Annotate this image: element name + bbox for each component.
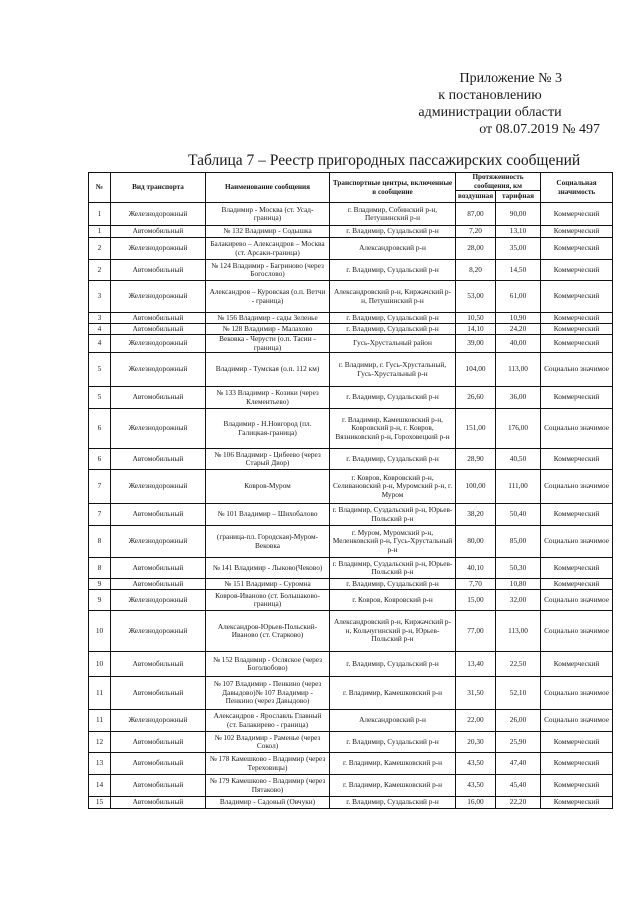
col-header-tariff: тарифная: [496, 191, 541, 203]
table-row: [89, 797, 613, 809]
cell-air: 104,00: [456, 353, 496, 387]
cell-centers: г. Владимир, Камешковский р-н: [330, 753, 456, 775]
cell-name: № 101 Владимир – Шихобалово: [206, 504, 330, 526]
cell-centers: г. Владимир, Камешковский р-н, Ковровский р-н, г. Ковров, Вязниковский р-н, Гороховецкий р-н: [330, 409, 456, 449]
cell-centers: г. Владимир, г. Гусь-Хрустальный, Гусь-Хрустальный р-н: [330, 353, 456, 387]
cell-social: Коммерческий: [541, 449, 613, 470]
cell-name: № 132 Владимир - Содышка: [206, 226, 330, 238]
cell-num: 15: [89, 797, 111, 809]
cell-type: Железнодорожный: [111, 470, 206, 504]
cell-type: Железнодорожный: [111, 611, 206, 652]
cell-tariff: 10,80: [496, 579, 541, 590]
table-row: [89, 324, 613, 335]
table-row: [89, 775, 613, 797]
cell-centers: г. Владимир, Камешковский р-н: [330, 775, 456, 797]
cell-type: Железнодорожный: [111, 238, 206, 260]
cell-air: 15,00: [456, 590, 496, 611]
cell-name: Владимир - Тумская (о.п. 112 км): [206, 353, 330, 387]
cell-air: 8,20: [456, 260, 496, 281]
cell-name: № 156 Владимир - сады Зеленье: [206, 313, 330, 324]
cell-social: Социально значимое: [541, 611, 613, 652]
table-row: [89, 504, 613, 526]
cell-air: 7,70: [456, 579, 496, 590]
table-row: [89, 611, 613, 652]
cell-tariff: 111,00: [496, 470, 541, 504]
col-header-name: Наименование сообщения: [206, 173, 330, 203]
cell-name: № 178 Камешково - Владимир (через Тереховицы): [206, 753, 330, 775]
cell-air: 38,20: [456, 504, 496, 526]
cell-name: № 124 Владимир - Багриново (через Богослово): [206, 260, 330, 281]
cell-num: 1: [89, 203, 111, 226]
cell-centers: Александровский р-н: [330, 710, 456, 732]
cell-centers: г. Владимир, Суздальский р-н: [330, 324, 456, 335]
table-row: [89, 652, 613, 677]
table-row: [89, 281, 613, 313]
cell-centers: Александровский р-н, Киржачский р-н, Петушинский р-н: [330, 281, 456, 313]
cell-num: 5: [89, 353, 111, 387]
cell-tariff: 22,20: [496, 797, 541, 809]
cell-name: № 152 Владимир - Осляское (через Боголюбово): [206, 652, 330, 677]
table-row: [89, 753, 613, 775]
cell-num: 8: [89, 558, 111, 579]
cell-name: Александров – Куровская (о.п. Ветчи - граница): [206, 281, 330, 313]
cell-tariff: 47,40: [496, 753, 541, 775]
table-row: [89, 579, 613, 590]
table-row: [89, 387, 613, 409]
cell-tariff: 13,10: [496, 226, 541, 238]
cell-num: 4: [89, 335, 111, 353]
cell-social: Коммерческий: [541, 775, 613, 797]
cell-name: Вековка - Черусти (о.п. Тасин - граница): [206, 335, 330, 353]
col-header-length: Протяженность сообщения, км: [456, 173, 541, 191]
cell-centers: г. Владимир, Суздальский р-н: [330, 260, 456, 281]
cell-num: 7: [89, 470, 111, 504]
cell-air: 20,30: [456, 732, 496, 753]
col-header-num: №: [89, 173, 111, 203]
cell-tariff: 24,20: [496, 324, 541, 335]
table-row: [89, 203, 613, 226]
table-row: [89, 449, 613, 470]
cell-name: № 102 Владимир - Раменье (через Сокол): [206, 732, 330, 753]
cell-tariff: 35,00: [496, 238, 541, 260]
cell-social: Социально значимое: [541, 470, 613, 504]
cell-social: Коммерческий: [541, 335, 613, 353]
cell-tariff: 85,00: [496, 526, 541, 558]
cell-num: 6: [89, 449, 111, 470]
cell-air: 77,00: [456, 611, 496, 652]
table-row: [89, 590, 613, 611]
cell-name: № 106 Владимир - Цибеево (через Старый Двор): [206, 449, 330, 470]
cell-air: 28,00: [456, 238, 496, 260]
cell-num: 10: [89, 652, 111, 677]
cell-type: Автомобильный: [111, 449, 206, 470]
cell-air: 10,50: [456, 313, 496, 324]
cell-social: Социально значимое: [541, 353, 613, 387]
cell-num: 13: [89, 753, 111, 775]
cell-tariff: 32,00: [496, 590, 541, 611]
cell-type: Железнодорожный: [111, 526, 206, 558]
cell-centers: г. Владимир, Суздальский р-н: [330, 387, 456, 409]
cell-social: Коммерческий: [541, 203, 613, 226]
cell-centers: г. Ковров, Ковровский р-н: [330, 590, 456, 611]
cell-name: № 107 Владимир - Пенкино (через Давыдово)№ 107 Владимир - Пенкино (через Давыдово): [206, 677, 330, 710]
cell-tariff: 40,00: [496, 335, 541, 353]
cell-air: 80,00: [456, 526, 496, 558]
cell-type: Железнодорожный: [111, 409, 206, 449]
cell-social: Коммерческий: [541, 504, 613, 526]
cell-tariff: 26,00: [496, 710, 541, 732]
cell-type: Автомобильный: [111, 797, 206, 809]
cell-type: Автомобильный: [111, 324, 206, 335]
cell-centers: г. Муром, Муромский р-н, Меленковский р-н, Гусь-Хрустальный р-н: [330, 526, 456, 558]
cell-num: 11: [89, 710, 111, 732]
table-row: [89, 260, 613, 281]
cell-num: 9: [89, 590, 111, 611]
cell-social: Коммерческий: [541, 579, 613, 590]
cell-num: 7: [89, 504, 111, 526]
cell-type: Автомобильный: [111, 753, 206, 775]
appendix-number: Приложение № 3: [459, 71, 562, 86]
table-row: [89, 677, 613, 710]
cell-air: 14,10: [456, 324, 496, 335]
table-row: [89, 470, 613, 504]
cell-centers: г. Владимир, Суздальский р-н: [330, 732, 456, 753]
cell-tariff: 25,90: [496, 732, 541, 753]
cell-type: Автомобильный: [111, 775, 206, 797]
cell-num: 6: [89, 409, 111, 449]
cell-social: Социально значимое: [541, 677, 613, 710]
cell-centers: г. Владимир, Суздальский р-н, Юрьев-Польский р-н: [330, 504, 456, 526]
col-header-centers: Транспортные центры, включенные в сообщение: [330, 173, 456, 203]
cell-social: Коммерческий: [541, 387, 613, 409]
cell-type: Железнодорожный: [111, 281, 206, 313]
cell-num: 11: [89, 677, 111, 710]
cell-air: 53,00: [456, 281, 496, 313]
cell-air: 43,50: [456, 753, 496, 775]
cell-social: Коммерческий: [541, 260, 613, 281]
table-row: [89, 409, 613, 449]
table-row: [89, 313, 613, 324]
cell-centers: г. Владимир, Суздальский р-н, Юрьев-Польский р-н: [330, 558, 456, 579]
cell-num: 4: [89, 324, 111, 335]
cell-tariff: 45,40: [496, 775, 541, 797]
table-row: [89, 226, 613, 238]
cell-social: Коммерческий: [541, 558, 613, 579]
cell-tariff: 113,00: [496, 611, 541, 652]
cell-num: 9: [89, 579, 111, 590]
cell-centers: г. Владимир, Собинский р-н, Петушинский р-н: [330, 203, 456, 226]
cell-centers: г. Владимир, Суздальский р-н: [330, 652, 456, 677]
cell-tariff: 90,00: [496, 203, 541, 226]
cell-social: Коммерческий: [541, 732, 613, 753]
cell-type: Автомобильный: [111, 504, 206, 526]
cell-centers: Александровский р-н, Киржачский р-н, Кольчугинский р-н, Юрьев-Польский р-н: [330, 611, 456, 652]
cell-name: Александров-Юрьев-Польский-Иваново (ст. Старково): [206, 611, 330, 652]
cell-name: № 141 Владимир - Лыково(Чеково): [206, 558, 330, 579]
cell-air: 22,00: [456, 710, 496, 732]
cell-name: Александров - Ярославль Главный (ст. Балакирево - граница): [206, 710, 330, 732]
cell-num: 10: [89, 611, 111, 652]
cell-num: 3: [89, 313, 111, 324]
cell-centers: г. Владимир, Суздальский р-н: [330, 579, 456, 590]
cell-type: Автомобильный: [111, 579, 206, 590]
cell-social: Коммерческий: [541, 313, 613, 324]
table-row: [89, 335, 613, 353]
cell-type: Автомобильный: [111, 558, 206, 579]
cell-social: Коммерческий: [541, 652, 613, 677]
cell-centers: г. Владимир, Суздальский р-н: [330, 226, 456, 238]
cell-air: 87,00: [456, 203, 496, 226]
table-row: [89, 558, 613, 579]
cell-centers: г. Ковров, Ковровский р-н, Селивановский р-н, Муромский р-н, г. Муром: [330, 470, 456, 504]
col-header-social: Социальная значимость: [541, 173, 613, 203]
cell-type: Автомобильный: [111, 313, 206, 324]
cell-air: 7,20: [456, 226, 496, 238]
table-body: [89, 203, 613, 809]
cell-name: № 151 Владимир - Суромна: [206, 579, 330, 590]
cell-air: 151,00: [456, 409, 496, 449]
table-title: Таблица 7 – Реестр пригородных пассажирских сообщений: [188, 152, 581, 169]
cell-type: Железнодорожный: [111, 335, 206, 353]
cell-type: Автомобильный: [111, 732, 206, 753]
cell-tariff: 40,50: [496, 449, 541, 470]
table-row: [89, 710, 613, 732]
cell-name: № 128 Владимир - Малахово: [206, 324, 330, 335]
cell-centers: г. Владимир, Суздальский р-н: [330, 797, 456, 809]
cell-centers: г. Владимир, Суздальский р-н: [330, 449, 456, 470]
cell-num: 2: [89, 260, 111, 281]
appendix-administration: администрации области: [418, 105, 562, 120]
cell-tariff: 52,10: [496, 677, 541, 710]
table-row: [89, 526, 613, 558]
cell-name: № 133 Владимир - Козики (через Клементьево): [206, 387, 330, 409]
cell-type: Автомобильный: [111, 260, 206, 281]
cell-social: Социально значимое: [541, 526, 613, 558]
registry-table: [88, 172, 613, 809]
cell-tariff: 10,90: [496, 313, 541, 324]
cell-type: Автомобильный: [111, 226, 206, 238]
cell-social: Коммерческий: [541, 753, 613, 775]
cell-tariff: 113,00: [496, 353, 541, 387]
cell-name: Ковров-Муром: [206, 470, 330, 504]
cell-social: Коммерческий: [541, 324, 613, 335]
cell-tariff: 61,00: [496, 281, 541, 313]
cell-centers: Гусь-Хрустальный район: [330, 335, 456, 353]
cell-name: Владимир - Садовый (Овчуки): [206, 797, 330, 809]
cell-type: Железнодорожный: [111, 590, 206, 611]
cell-num: 3: [89, 281, 111, 313]
cell-num: 2: [89, 238, 111, 260]
cell-social: Коммерческий: [541, 226, 613, 238]
col-header-air: воздушная: [456, 191, 496, 203]
cell-tariff: 36,00: [496, 387, 541, 409]
cell-tariff: 14,50: [496, 260, 541, 281]
cell-num: 5: [89, 387, 111, 409]
appendix-header: [380, 70, 600, 138]
col-header-type: Вид транспорта: [111, 173, 206, 203]
cell-num: 14: [89, 775, 111, 797]
cell-name: Балакирево – Александров – Москва (ст. Арсаки-граница): [206, 238, 330, 260]
cell-num: 12: [89, 732, 111, 753]
cell-type: Автомобильный: [111, 652, 206, 677]
cell-tariff: 22,50: [496, 652, 541, 677]
cell-tariff: 176,00: [496, 409, 541, 449]
cell-type: Железнодорожный: [111, 203, 206, 226]
cell-tariff: 50,30: [496, 558, 541, 579]
cell-num: 1: [89, 226, 111, 238]
cell-air: 16,00: [456, 797, 496, 809]
cell-air: 40,10: [456, 558, 496, 579]
appendix-date: от 08.07.2019 № 497: [479, 122, 600, 137]
cell-social: Социально значимое: [541, 590, 613, 611]
cell-type: Автомобильный: [111, 677, 206, 710]
cell-num: 8: [89, 526, 111, 558]
table-row: [89, 353, 613, 387]
cell-tariff: 50,40: [496, 504, 541, 526]
cell-social: Коммерческий: [541, 238, 613, 260]
cell-air: 31,50: [456, 677, 496, 710]
cell-air: 39,00: [456, 335, 496, 353]
appendix-resolution: к постановлению: [438, 88, 542, 103]
cell-name: № 179 Камешково - Владимир (через Пятаково): [206, 775, 330, 797]
cell-air: 28,90: [456, 449, 496, 470]
table-row: [89, 238, 613, 260]
cell-social: Коммерческий: [541, 281, 613, 313]
cell-air: 13,40: [456, 652, 496, 677]
cell-name: (граница-пл. Городская)-Муром-Вековка: [206, 526, 330, 558]
cell-name: Владимир - Москва (ст. Усад-граница): [206, 203, 330, 226]
table-row: [89, 732, 613, 753]
cell-name: Владимир - Н.Новгород (пл. Галицкая-граница): [206, 409, 330, 449]
cell-centers: г. Владимир, Суздальский р-н: [330, 313, 456, 324]
cell-air: 43,50: [456, 775, 496, 797]
cell-type: Железнодорожный: [111, 353, 206, 387]
cell-type: Автомобильный: [111, 387, 206, 409]
cell-name: Ковров-Иваново (ст. Большаково-граница): [206, 590, 330, 611]
cell-centers: г. Владимир, Камешковский р-н: [330, 677, 456, 710]
cell-centers: Александровский р-н: [330, 238, 456, 260]
cell-social: Коммерческий: [541, 797, 613, 809]
cell-air: 26,60: [456, 387, 496, 409]
cell-air: 100,00: [456, 470, 496, 504]
cell-social: Социально значимое: [541, 710, 613, 732]
cell-type: Железнодорожный: [111, 710, 206, 732]
cell-social: Социально значимое: [541, 409, 613, 449]
